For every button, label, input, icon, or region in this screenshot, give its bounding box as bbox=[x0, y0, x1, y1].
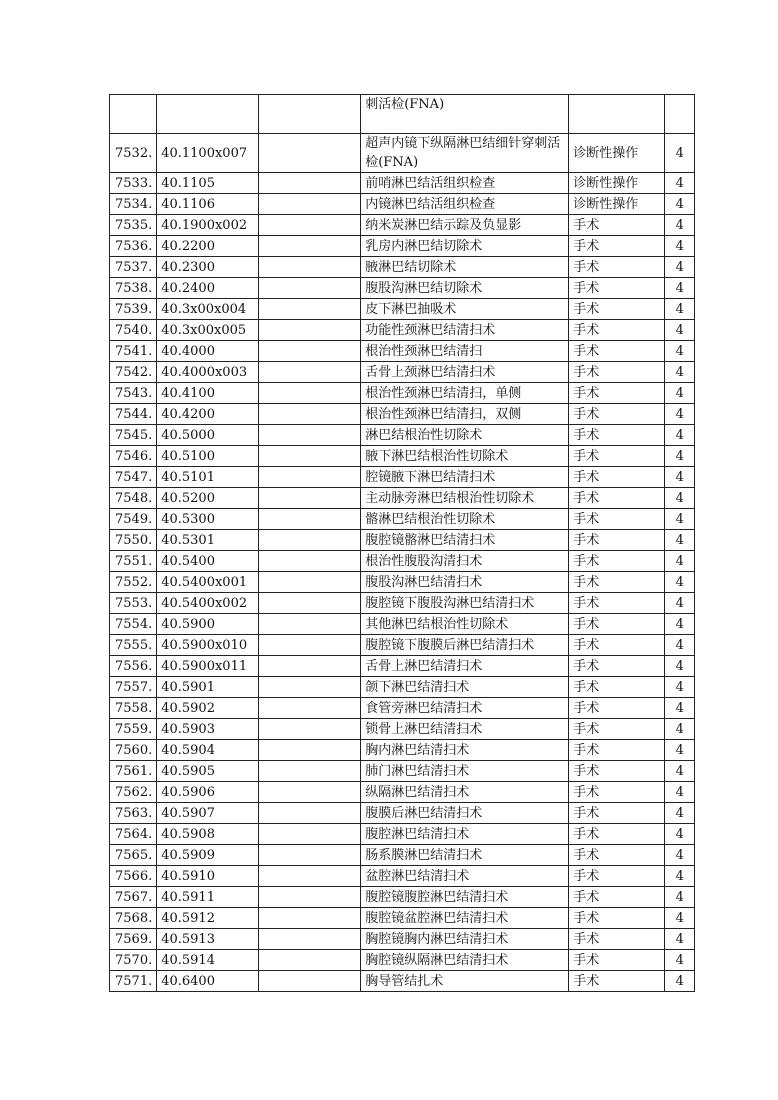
grade-cell: 4 bbox=[665, 698, 695, 719]
grade-cell: 4 bbox=[665, 530, 695, 551]
type-cell: 手术 bbox=[569, 320, 665, 341]
name-cell: 胸导管结扎术 bbox=[361, 971, 569, 992]
code-cell: 40.2300 bbox=[157, 257, 259, 278]
seq-cell: 7550. bbox=[110, 530, 157, 551]
type-cell: 手术 bbox=[569, 488, 665, 509]
grade-cell: 4 bbox=[665, 467, 695, 488]
code-cell: 40.4000 bbox=[157, 341, 259, 362]
name-cell: 舌骨上颈淋巴结清扫术 bbox=[361, 362, 569, 383]
name-cell: 腹腔镜下腹股沟淋巴结清扫术 bbox=[361, 593, 569, 614]
type-cell: 手术 bbox=[569, 425, 665, 446]
seq-cell: 7551. bbox=[110, 551, 157, 572]
seq-cell: 7535. bbox=[110, 215, 157, 236]
blank-cell bbox=[259, 635, 361, 656]
blank-cell bbox=[259, 362, 361, 383]
table-row bbox=[110, 194, 695, 215]
code-cell: 40.5908 bbox=[157, 824, 259, 845]
name-cell: 腋淋巴结切除术 bbox=[361, 257, 569, 278]
code-cell: 40.5900x011 bbox=[157, 656, 259, 677]
blank-cell bbox=[259, 509, 361, 530]
grade-cell: 4 bbox=[665, 635, 695, 656]
code-cell: 40.5905 bbox=[157, 761, 259, 782]
type-cell: 诊断性操作 bbox=[569, 134, 665, 173]
code-cell: 40.5911 bbox=[157, 887, 259, 908]
name-cell: 髂淋巴结根治性切除术 bbox=[361, 509, 569, 530]
procedure-table bbox=[109, 94, 695, 992]
grade-cell: 4 bbox=[665, 257, 695, 278]
blank-cell bbox=[259, 677, 361, 698]
seq-cell bbox=[110, 95, 157, 134]
seq-cell: 7543. bbox=[110, 383, 157, 404]
table-row bbox=[110, 656, 695, 677]
blank-cell bbox=[259, 572, 361, 593]
code-cell: 40.5400x002 bbox=[157, 593, 259, 614]
table-row bbox=[110, 509, 695, 530]
blank-cell bbox=[259, 740, 361, 761]
name-cell: 肺门淋巴结清扫术 bbox=[361, 761, 569, 782]
table-row bbox=[110, 488, 695, 509]
grade-cell: 4 bbox=[665, 551, 695, 572]
type-cell: 手术 bbox=[569, 593, 665, 614]
seq-cell: 7557. bbox=[110, 677, 157, 698]
seq-cell: 7559. bbox=[110, 719, 157, 740]
table-row bbox=[110, 950, 695, 971]
code-cell: 40.5000 bbox=[157, 425, 259, 446]
code-cell: 40.5914 bbox=[157, 950, 259, 971]
table-row bbox=[110, 908, 695, 929]
type-cell bbox=[569, 95, 665, 134]
table-row bbox=[110, 572, 695, 593]
seq-cell: 7549. bbox=[110, 509, 157, 530]
grade-cell: 4 bbox=[665, 908, 695, 929]
code-cell: 40.2400 bbox=[157, 278, 259, 299]
name-cell: 刺活检(FNA) bbox=[361, 95, 569, 134]
seq-cell: 7546. bbox=[110, 446, 157, 467]
blank-cell bbox=[259, 278, 361, 299]
grade-cell: 4 bbox=[665, 173, 695, 194]
type-cell: 手术 bbox=[569, 236, 665, 257]
grade-cell: 4 bbox=[665, 656, 695, 677]
type-cell: 手术 bbox=[569, 614, 665, 635]
type-cell: 诊断性操作 bbox=[569, 173, 665, 194]
type-cell: 手术 bbox=[569, 656, 665, 677]
code-cell: 40.5910 bbox=[157, 866, 259, 887]
type-cell: 手术 bbox=[569, 950, 665, 971]
grade-cell: 4 bbox=[665, 950, 695, 971]
grade-cell: 4 bbox=[665, 887, 695, 908]
table-row bbox=[110, 845, 695, 866]
code-cell: 40.5903 bbox=[157, 719, 259, 740]
seq-cell: 7556. bbox=[110, 656, 157, 677]
table-row bbox=[110, 425, 695, 446]
seq-cell: 7564. bbox=[110, 824, 157, 845]
grade-cell: 4 bbox=[665, 278, 695, 299]
type-cell: 手术 bbox=[569, 719, 665, 740]
name-cell: 前哨淋巴结活组织检查 bbox=[361, 173, 569, 194]
code-cell: 40.5904 bbox=[157, 740, 259, 761]
seq-cell: 7547. bbox=[110, 467, 157, 488]
name-cell: 根治性颈淋巴结清扫，双侧 bbox=[361, 404, 569, 425]
type-cell: 诊断性操作 bbox=[569, 194, 665, 215]
blank-cell bbox=[259, 530, 361, 551]
table-row bbox=[110, 803, 695, 824]
grade-cell: 4 bbox=[665, 614, 695, 635]
code-cell: 40.5900x010 bbox=[157, 635, 259, 656]
type-cell: 手术 bbox=[569, 467, 665, 488]
grade-cell: 4 bbox=[665, 362, 695, 383]
blank-cell bbox=[259, 761, 361, 782]
blank-cell bbox=[259, 950, 361, 971]
name-cell: 腹膜后淋巴结清扫术 bbox=[361, 803, 569, 824]
table-row bbox=[110, 971, 695, 992]
grade-cell: 4 bbox=[665, 134, 695, 173]
name-cell: 胸腔镜纵隔淋巴结清扫术 bbox=[361, 950, 569, 971]
grade-cell: 4 bbox=[665, 719, 695, 740]
table-row bbox=[110, 593, 695, 614]
type-cell: 手术 bbox=[569, 761, 665, 782]
name-cell: 腹腔镜盆腔淋巴结清扫术 bbox=[361, 908, 569, 929]
table-row bbox=[110, 278, 695, 299]
name-cell: 功能性颈淋巴结清扫术 bbox=[361, 320, 569, 341]
blank-cell bbox=[259, 134, 361, 173]
blank-cell bbox=[259, 824, 361, 845]
grade-cell: 4 bbox=[665, 236, 695, 257]
type-cell: 手术 bbox=[569, 740, 665, 761]
type-cell: 手术 bbox=[569, 215, 665, 236]
table-row bbox=[110, 929, 695, 950]
table-row bbox=[110, 467, 695, 488]
table-row bbox=[110, 236, 695, 257]
seq-cell: 7561. bbox=[110, 761, 157, 782]
grade-cell: 4 bbox=[665, 824, 695, 845]
seq-cell: 7532. bbox=[110, 134, 157, 173]
table-row bbox=[110, 299, 695, 320]
type-cell: 手术 bbox=[569, 572, 665, 593]
type-cell: 手术 bbox=[569, 362, 665, 383]
name-cell: 超声内镜下纵隔淋巴结细针穿刺活检(FNA) bbox=[361, 134, 569, 173]
code-cell: 40.5300 bbox=[157, 509, 259, 530]
table-row bbox=[110, 761, 695, 782]
blank-cell bbox=[259, 320, 361, 341]
grade-cell: 4 bbox=[665, 740, 695, 761]
table-row bbox=[110, 635, 695, 656]
table-row bbox=[110, 677, 695, 698]
code-cell: 40.3x00x005 bbox=[157, 320, 259, 341]
table-row bbox=[110, 782, 695, 803]
seq-cell: 7537. bbox=[110, 257, 157, 278]
blank-cell bbox=[259, 887, 361, 908]
table-row bbox=[110, 173, 695, 194]
type-cell: 手术 bbox=[569, 908, 665, 929]
code-cell: 40.5900 bbox=[157, 614, 259, 635]
code-cell: 40.4100 bbox=[157, 383, 259, 404]
code-cell: 40.6400 bbox=[157, 971, 259, 992]
type-cell: 手术 bbox=[569, 887, 665, 908]
name-cell: 腹股沟淋巴结切除术 bbox=[361, 278, 569, 299]
type-cell: 手术 bbox=[569, 845, 665, 866]
blank-cell bbox=[259, 236, 361, 257]
code-cell: 40.5101 bbox=[157, 467, 259, 488]
type-cell: 手术 bbox=[569, 635, 665, 656]
seq-cell: 7560. bbox=[110, 740, 157, 761]
seq-cell: 7566. bbox=[110, 866, 157, 887]
table-row bbox=[110, 551, 695, 572]
type-cell: 手术 bbox=[569, 257, 665, 278]
name-cell: 乳房内淋巴结切除术 bbox=[361, 236, 569, 257]
seq-cell: 7541. bbox=[110, 341, 157, 362]
code-cell: 40.5913 bbox=[157, 929, 259, 950]
blank-cell bbox=[259, 614, 361, 635]
name-cell: 腹腔淋巴结清扫术 bbox=[361, 824, 569, 845]
grade-cell: 4 bbox=[665, 677, 695, 698]
seq-cell: 7538. bbox=[110, 278, 157, 299]
grade-cell: 4 bbox=[665, 341, 695, 362]
blank-cell bbox=[259, 173, 361, 194]
grade-cell: 4 bbox=[665, 509, 695, 530]
blank-cell bbox=[259, 299, 361, 320]
blank-cell bbox=[259, 656, 361, 677]
table-row bbox=[110, 530, 695, 551]
grade-cell: 4 bbox=[665, 866, 695, 887]
grade-cell: 4 bbox=[665, 425, 695, 446]
seq-cell: 7563. bbox=[110, 803, 157, 824]
name-cell: 腹腔镜髂淋巴结清扫术 bbox=[361, 530, 569, 551]
type-cell: 手术 bbox=[569, 278, 665, 299]
name-cell: 腹腔镜腹腔淋巴结清扫术 bbox=[361, 887, 569, 908]
blank-cell bbox=[259, 698, 361, 719]
name-cell: 锁骨上淋巴结清扫术 bbox=[361, 719, 569, 740]
seq-cell: 7555. bbox=[110, 635, 157, 656]
table-row bbox=[110, 614, 695, 635]
grade-cell: 4 bbox=[665, 194, 695, 215]
type-cell: 手术 bbox=[569, 698, 665, 719]
name-cell: 腔镜腋下淋巴结清扫术 bbox=[361, 467, 569, 488]
name-cell: 内镜淋巴结活组织检查 bbox=[361, 194, 569, 215]
type-cell: 手术 bbox=[569, 530, 665, 551]
type-cell: 手术 bbox=[569, 551, 665, 572]
type-cell: 手术 bbox=[569, 677, 665, 698]
code-cell: 40.1105 bbox=[157, 173, 259, 194]
type-cell: 手术 bbox=[569, 341, 665, 362]
seq-cell: 7553. bbox=[110, 593, 157, 614]
name-cell: 腹腔镜下腹膜后淋巴结清扫术 bbox=[361, 635, 569, 656]
blank-cell bbox=[259, 467, 361, 488]
name-cell: 皮下淋巴抽吸术 bbox=[361, 299, 569, 320]
blank-cell bbox=[259, 845, 361, 866]
blank-cell bbox=[259, 719, 361, 740]
blank-cell bbox=[259, 446, 361, 467]
blank-cell bbox=[259, 866, 361, 887]
code-cell: 40.5909 bbox=[157, 845, 259, 866]
blank-cell bbox=[259, 929, 361, 950]
seq-cell: 7565. bbox=[110, 845, 157, 866]
seq-cell: 7552. bbox=[110, 572, 157, 593]
name-cell: 其他淋巴结根治性切除术 bbox=[361, 614, 569, 635]
seq-cell: 7542. bbox=[110, 362, 157, 383]
name-cell: 纵隔淋巴结清扫术 bbox=[361, 782, 569, 803]
seq-cell: 7554. bbox=[110, 614, 157, 635]
grade-cell: 4 bbox=[665, 572, 695, 593]
seq-cell: 7558. bbox=[110, 698, 157, 719]
code-cell: 40.3x00x004 bbox=[157, 299, 259, 320]
grade-cell: 4 bbox=[665, 404, 695, 425]
name-cell: 颌下淋巴结清扫术 bbox=[361, 677, 569, 698]
type-cell: 手术 bbox=[569, 971, 665, 992]
type-cell: 手术 bbox=[569, 803, 665, 824]
code-cell: 40.5301 bbox=[157, 530, 259, 551]
name-cell: 盆腔淋巴结清扫术 bbox=[361, 866, 569, 887]
table-row bbox=[110, 257, 695, 278]
table-row bbox=[110, 383, 695, 404]
code-cell: 40.5400x001 bbox=[157, 572, 259, 593]
continuation-row bbox=[110, 95, 695, 134]
grade-cell: 4 bbox=[665, 446, 695, 467]
table-row bbox=[110, 887, 695, 908]
type-cell: 手术 bbox=[569, 929, 665, 950]
blank-cell bbox=[259, 971, 361, 992]
seq-cell: 7534. bbox=[110, 194, 157, 215]
blank-cell bbox=[259, 908, 361, 929]
name-cell: 根治性颈淋巴结清扫 bbox=[361, 341, 569, 362]
blank-cell bbox=[259, 488, 361, 509]
grade-cell: 4 bbox=[665, 593, 695, 614]
blank-cell bbox=[259, 404, 361, 425]
table-row bbox=[110, 341, 695, 362]
name-cell: 食管旁淋巴结清扫术 bbox=[361, 698, 569, 719]
blank-cell bbox=[259, 257, 361, 278]
seq-cell: 7536. bbox=[110, 236, 157, 257]
code-cell: 40.1106 bbox=[157, 194, 259, 215]
name-cell: 根治性颈淋巴结清扫，单侧 bbox=[361, 383, 569, 404]
code-cell: 40.5906 bbox=[157, 782, 259, 803]
blank-cell bbox=[259, 215, 361, 236]
code-cell: 40.5912 bbox=[157, 908, 259, 929]
type-cell: 手术 bbox=[569, 446, 665, 467]
blank-cell bbox=[259, 782, 361, 803]
seq-cell: 7548. bbox=[110, 488, 157, 509]
grade-cell: 4 bbox=[665, 383, 695, 404]
table-row bbox=[110, 824, 695, 845]
blank-cell bbox=[259, 95, 361, 134]
seq-cell: 7544. bbox=[110, 404, 157, 425]
name-cell: 腹股沟淋巴结清扫术 bbox=[361, 572, 569, 593]
code-cell: 40.5200 bbox=[157, 488, 259, 509]
code-cell: 40.1100x007 bbox=[157, 134, 259, 173]
seq-cell: 7540. bbox=[110, 320, 157, 341]
code-cell: 40.5902 bbox=[157, 698, 259, 719]
code-cell: 40.4000x003 bbox=[157, 362, 259, 383]
grade-cell: 4 bbox=[665, 845, 695, 866]
procedure-table-body bbox=[110, 95, 695, 992]
name-cell: 淋巴结根治性切除术 bbox=[361, 425, 569, 446]
type-cell: 手术 bbox=[569, 299, 665, 320]
grade-cell: 4 bbox=[665, 803, 695, 824]
grade-cell: 4 bbox=[665, 929, 695, 950]
table-row bbox=[110, 134, 695, 173]
table-row bbox=[110, 215, 695, 236]
blank-cell bbox=[259, 194, 361, 215]
grade-cell: 4 bbox=[665, 299, 695, 320]
code-cell: 40.5100 bbox=[157, 446, 259, 467]
code-cell: 40.2200 bbox=[157, 236, 259, 257]
table-row bbox=[110, 404, 695, 425]
table-row bbox=[110, 698, 695, 719]
table-row bbox=[110, 740, 695, 761]
seq-cell: 7571. bbox=[110, 971, 157, 992]
seq-cell: 7570. bbox=[110, 950, 157, 971]
table-row bbox=[110, 446, 695, 467]
blank-cell bbox=[259, 341, 361, 362]
seq-cell: 7567. bbox=[110, 887, 157, 908]
name-cell: 胸腔镜胸内淋巴结清扫术 bbox=[361, 929, 569, 950]
seq-cell: 7568. bbox=[110, 908, 157, 929]
grade-cell: 4 bbox=[665, 215, 695, 236]
seq-cell: 7545. bbox=[110, 425, 157, 446]
type-cell: 手术 bbox=[569, 383, 665, 404]
code-cell: 40.5907 bbox=[157, 803, 259, 824]
type-cell: 手术 bbox=[569, 866, 665, 887]
blank-cell bbox=[259, 593, 361, 614]
blank-cell bbox=[259, 383, 361, 404]
seq-cell: 7562. bbox=[110, 782, 157, 803]
table-row bbox=[110, 362, 695, 383]
grade-cell bbox=[665, 95, 695, 134]
grade-cell: 4 bbox=[665, 320, 695, 341]
blank-cell bbox=[259, 803, 361, 824]
code-cell: 40.5400 bbox=[157, 551, 259, 572]
type-cell: 手术 bbox=[569, 824, 665, 845]
name-cell: 纳米炭淋巴结示踪及负显影 bbox=[361, 215, 569, 236]
table-row bbox=[110, 320, 695, 341]
table-row bbox=[110, 866, 695, 887]
grade-cell: 4 bbox=[665, 488, 695, 509]
seq-cell: 7533. bbox=[110, 173, 157, 194]
code-cell: 40.4200 bbox=[157, 404, 259, 425]
grade-cell: 4 bbox=[665, 782, 695, 803]
code-cell: 40.5901 bbox=[157, 677, 259, 698]
blank-cell bbox=[259, 425, 361, 446]
name-cell: 根治性腹股沟清扫术 bbox=[361, 551, 569, 572]
grade-cell: 4 bbox=[665, 761, 695, 782]
code-cell: 40.1900x002 bbox=[157, 215, 259, 236]
name-cell: 舌骨上淋巴结清扫术 bbox=[361, 656, 569, 677]
seq-cell: 7569. bbox=[110, 929, 157, 950]
table-row bbox=[110, 719, 695, 740]
type-cell: 手术 bbox=[569, 404, 665, 425]
type-cell: 手术 bbox=[569, 782, 665, 803]
code-cell bbox=[157, 95, 259, 134]
grade-cell: 4 bbox=[665, 971, 695, 992]
seq-cell: 7539. bbox=[110, 299, 157, 320]
name-cell: 胸内淋巴结清扫术 bbox=[361, 740, 569, 761]
name-cell: 主动脉旁淋巴结根治性切除术 bbox=[361, 488, 569, 509]
name-cell: 肠系膜淋巴结清扫术 bbox=[361, 845, 569, 866]
name-cell: 腋下淋巴结根治性切除术 bbox=[361, 446, 569, 467]
type-cell: 手术 bbox=[569, 509, 665, 530]
blank-cell bbox=[259, 551, 361, 572]
